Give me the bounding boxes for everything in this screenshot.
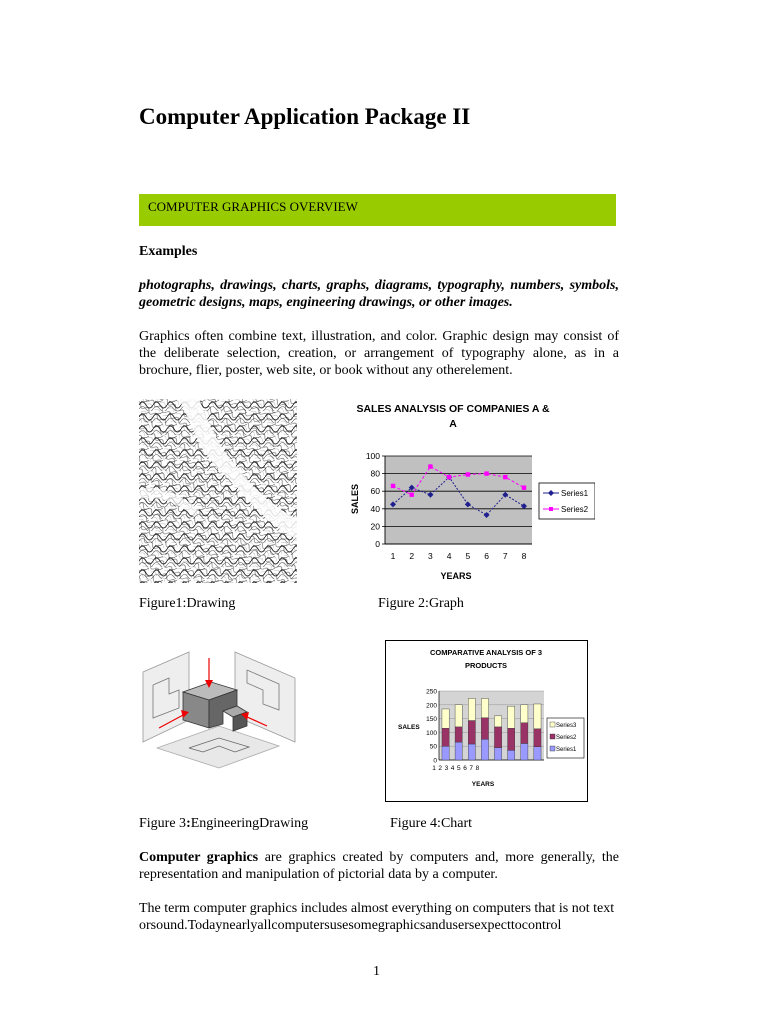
bar-chart-svg [386, 641, 587, 801]
bar-chart-x-tick-label: 4 [450, 765, 455, 772]
bar-chart-bar-segment [455, 727, 462, 742]
line-chart-y-tick-label: 60 [370, 486, 380, 497]
line-chart-x-tick-label: 1 [390, 551, 396, 561]
bar-chart-bar-segment [481, 718, 488, 740]
figure3-engineering-drawing [139, 650, 299, 770]
line-chart-point [522, 485, 526, 489]
line-chart-plot-area [385, 456, 532, 544]
bar-chart-bar-segment [442, 709, 449, 728]
line-chart-point [391, 484, 395, 488]
line-chart-x-label: YEARS [440, 571, 472, 581]
line-chart-point [466, 472, 470, 476]
bar-chart-y-tick-label: 100 [426, 729, 437, 737]
examples-heading: Examples [139, 244, 198, 259]
bar-chart-bar-segment [455, 705, 462, 727]
bar-chart-bar-segment [481, 698, 488, 717]
figure1-drawing-image [139, 399, 297, 583]
figure4-bar-chart [385, 640, 588, 802]
bar-chart-bar-segment [508, 706, 515, 728]
line-chart-legend-marker [549, 507, 553, 511]
figure2-line-chart [340, 397, 595, 587]
examples-list: photographs, drawings, charts, graphs, diagrams, typography, numbers, symbols, geometric designs, maps, engineering drawings, or other images. [139, 278, 619, 310]
bar-chart-legend-swatch [550, 746, 555, 751]
line-chart-y-tick-label: 80 [370, 468, 380, 479]
bar-chart-bar-segment [508, 750, 515, 760]
bar-chart-bar-segment [534, 704, 541, 729]
bar-chart-x-tick-label: 5 [456, 765, 461, 772]
paragraph-term-line2: orsound.Todaynearlyallcomputersusesomegraphicsandusersexpecttocontrol [139, 918, 562, 933]
line-chart-point [484, 471, 488, 475]
line-chart-y-tick-label: 40 [370, 503, 380, 514]
bar-chart-x-tick-label: 1 [432, 765, 436, 772]
figure3-caption-rest: EngineeringDrawing [190, 816, 309, 831]
bar-chart-plot-area [439, 691, 544, 760]
bar-chart-legend-swatch [550, 734, 555, 739]
bar-chart-bar-segment [534, 729, 541, 747]
figure4-caption: Figure 4:Chart [390, 816, 473, 831]
line-chart-svg [340, 397, 595, 587]
line-chart-x-tick-label: 5 [465, 551, 471, 561]
bar-chart-bar-segment [494, 748, 501, 760]
line-chart-x-tick-label: 2 [409, 551, 415, 561]
bar-chart-legend-label: Series3 [556, 723, 577, 729]
bar-chart-x-tick-label: 6 [463, 765, 467, 772]
bar-chart-bar-segment [455, 742, 462, 760]
page-title: Computer Application Package II [139, 104, 471, 129]
bar-chart-bar-segment [494, 716, 501, 727]
line-chart-x-tick-label: 3 [428, 551, 433, 561]
bar-chart-x-tick-label: 8 [475, 765, 480, 772]
line-chart-point [410, 493, 414, 497]
section-banner [139, 194, 616, 226]
paragraph-computer-graphics [139, 849, 619, 883]
engineering-drawing-svg [139, 650, 299, 770]
bar-chart-legend-label: Series1 [556, 747, 577, 753]
bar-chart-title-line2: PRODUCTS [464, 661, 508, 670]
bar-chart-title-line1: COMPARATIVE ANALYSIS OF 3 [429, 648, 543, 657]
line-chart-point [503, 475, 507, 479]
line-chart-y-tick-label: 100 [365, 451, 380, 461]
line-chart-y-tick-label: 0 [375, 539, 380, 549]
bar-chart-x-label: YEARS [471, 781, 495, 788]
bar-chart-bar-segment [481, 739, 488, 760]
line-chart-x-tick-label: 8 [521, 551, 527, 561]
paragraph-graphics: Graphics often combine text, illustration, and color. Graphic design may consist of the deliberate selection, creation, or arrangement of typography alone, as in a brochure, flier, poster, web site, or book without any otherelement. [139, 329, 619, 378]
bar-chart-bar-segment [468, 744, 475, 760]
bar-chart-x-tick-label: 2 [438, 765, 443, 772]
line-chart-legend-label: Series1 [561, 489, 589, 498]
computer-graphics-definition: are graphics created by computers and, more generally, the representation and manipulation of pictorial data by a computer. [139, 850, 619, 882]
bar-chart-y-tick-label: 0 [433, 757, 437, 765]
line-chart-y-tick-label: 20 [370, 521, 380, 532]
paragraph-term-line1: The term computer graphics includes almost everything on computers that is not text [139, 901, 615, 916]
figure3-caption [139, 816, 308, 832]
bar-chart-bar-segment [508, 728, 515, 750]
line-chart-x-tick-label: 7 [502, 551, 508, 561]
figure3-caption-prefix: Figure 3 [139, 816, 187, 831]
bar-chart-bar-segment [521, 743, 528, 760]
line-chart-title-line1: SALES ANALYSIS OF COMPANIES A & [356, 403, 550, 415]
bar-chart-bar-segment [494, 727, 501, 748]
bar-chart-y-tick-label: 50 [429, 743, 437, 751]
bar-chart-x-tick-label: 3 [444, 765, 449, 772]
bar-chart-legend-swatch [550, 722, 555, 727]
bar-chart-y-tick-label: 150 [426, 716, 437, 724]
line-chart-point [428, 464, 432, 468]
line-chart-legend-label: Series2 [561, 505, 589, 514]
bar-chart-bar-segment [442, 746, 449, 760]
bar-chart-y-tick-label: 250 [426, 688, 437, 696]
figure3-caption-colon: : [186, 816, 191, 831]
bar-chart-bar-segment [521, 705, 528, 723]
bar-chart-bar-segment [468, 698, 475, 720]
computer-graphics-term: Computer graphics [139, 850, 259, 865]
page-number: 1 [373, 964, 380, 979]
bar-chart-bar-segment [534, 747, 541, 760]
line-chart-x-tick-label: 6 [484, 551, 489, 561]
bar-chart-x-tick-label: 7 [469, 765, 474, 772]
bar-chart-y-tick-label: 200 [426, 702, 437, 710]
bar-chart-legend-label: Series2 [556, 735, 577, 741]
figure2-caption: Figure 2:Graph [378, 596, 464, 611]
line-chart-y-label: SALES [350, 483, 360, 515]
section-banner-label: COMPUTER GRAPHICS OVERVIEW [148, 199, 358, 214]
bar-chart-bar-segment [468, 721, 475, 744]
figure1-caption: Figure1:Drawing [139, 596, 236, 611]
line-chart-x-tick-label: 4 [446, 551, 452, 561]
bar-chart-y-label: SALES [398, 724, 420, 731]
line-chart-point [447, 475, 451, 479]
line-chart-title-line2: A [449, 418, 457, 430]
figure1-drawing-svg [139, 399, 297, 583]
bar-chart-bar-segment [442, 728, 449, 746]
bar-chart-bar-segment [521, 723, 528, 744]
